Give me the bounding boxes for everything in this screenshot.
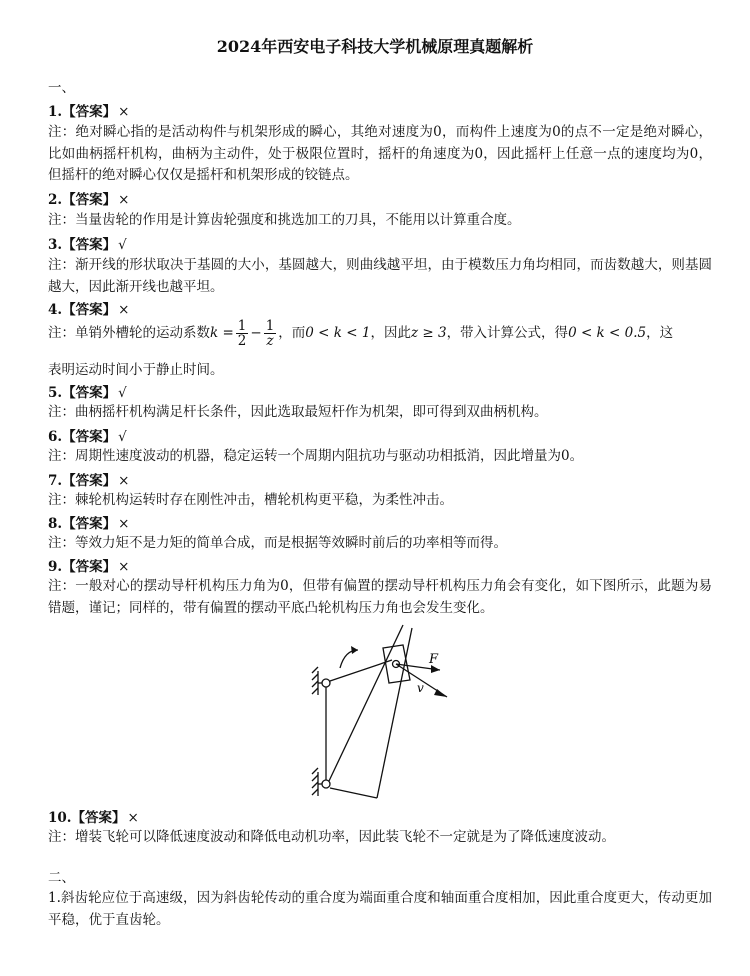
note-4-text-a: 注：单销外槽轮的运动系数 xyxy=(48,325,210,341)
answer-number: 7. xyxy=(48,473,63,489)
answer-number: 2. xyxy=(48,192,63,208)
answer-number: 9. xyxy=(48,559,63,575)
answer-label: 【答案】 xyxy=(62,429,117,445)
answer-mark: √ xyxy=(118,237,127,253)
answer-number: 5. xyxy=(48,385,63,401)
fraction-numerator: 1 xyxy=(237,318,247,334)
guide-bar-offset-line xyxy=(377,628,412,798)
answer-mark: × xyxy=(127,810,139,826)
answer-label: 【答案】 xyxy=(62,192,117,208)
note-3: 注：渐开线的形状取决于基圆的大小，基圆越大，则曲线越平坦，由于模数压力角均相同，而齿数越大，则基圆越大，因此渐开线也越平坦。 xyxy=(48,257,712,295)
answer-number: 6. xyxy=(48,429,63,445)
section-two-item-1: 1.斜齿轮应位于高速级，因为斜齿轮传动的重合度为端面重合度和轴面重合度相加，因此重合度更大，传动更加平稳，优于直齿轮。 xyxy=(48,890,712,928)
note-1: 注：绝对瞬心指的是活动构件与机架形成的瞬心，其绝对速度为0，而构件上速度为0的点不一定是绝对瞬心，比如曲柄摇杆机构，曲柄为主动件，处于极限位置时，摇杆的角速度为0，因此摇杆上任意一点的速度均为0，但摇杆的绝对瞬心仅仅是摇杆和机架形成的铰链点。 xyxy=(48,124,712,183)
page-title: 2024年西安电子科技大学机械原理真题解析 xyxy=(216,37,534,56)
answer-label: 【答案】 xyxy=(62,559,117,575)
hatch-line xyxy=(312,674,318,680)
answer-label: 【答案】 xyxy=(71,810,126,826)
answer-label: 【答案】 xyxy=(62,473,117,489)
answer-mark: × xyxy=(118,473,130,489)
velocity-label: v xyxy=(417,681,424,695)
condition-3: 0 < k < 0.5 xyxy=(568,325,647,341)
force-label: F xyxy=(429,652,439,667)
answer-label: 【答案】 xyxy=(62,385,117,401)
guide-bar xyxy=(329,625,403,781)
crank-link xyxy=(330,660,392,681)
answer-number: 10. xyxy=(48,810,72,826)
hatch-line xyxy=(312,667,318,673)
note-10: 注：增装飞轮可以降低速度波动和降低电动机功率，因此装飞轮不一定就是为了降低速度波动。 xyxy=(48,829,615,845)
answer-mark: × xyxy=(118,302,130,318)
answer-mark: × xyxy=(118,104,130,120)
answer-number: 1. xyxy=(48,104,63,120)
answer-number: 4. xyxy=(48,302,63,318)
note-4-text-e: ，这 xyxy=(646,325,674,341)
answer-mark: × xyxy=(118,192,130,208)
answer-mark: × xyxy=(118,559,130,575)
note-5: 注：曲柄摇杆机构满足杆长条件，因此选取最短杆作为机架，即可得到双曲柄机构。 xyxy=(48,404,548,420)
answer-label: 【答案】 xyxy=(62,302,117,318)
note-6: 注：周期性速度波动的机器，稳定运转一个周期内阻抗功与驱动功相抵消，因此增量为0。 xyxy=(48,448,584,464)
note-2: 注：当量齿轮的作用是计算齿轮强度和挑选加工的刀具，不能用以计算重合度。 xyxy=(48,212,521,228)
hatch-line xyxy=(312,688,318,694)
formula-k: k = xyxy=(210,325,234,341)
note-4-text-b: ，而 xyxy=(278,325,306,341)
answer-10 xyxy=(48,806,139,826)
upper-pivot xyxy=(322,679,330,687)
hatch-line xyxy=(312,681,318,687)
hatch-line xyxy=(312,789,318,795)
hatch-line xyxy=(312,768,318,774)
note-8: 注：等效力矩不是力矩的简单合成，而是根据等效瞬时前后的功率相等而得。 xyxy=(48,535,507,551)
note-4-text-c: ，因此 xyxy=(370,325,411,341)
section-one-heading: 一、 xyxy=(48,80,75,96)
answer-mark: × xyxy=(118,516,130,532)
note-4-text-d: ，带入计算公式，得 xyxy=(446,325,569,341)
answer-mark: √ xyxy=(118,429,127,445)
answer-mark: √ xyxy=(118,385,127,401)
answer-label: 【答案】 xyxy=(62,237,117,253)
hatch-line xyxy=(312,775,318,781)
note-7: 注：棘轮机构运转时存在刚性冲击，槽轮机构更平稳，为柔性冲击。 xyxy=(48,492,453,508)
hatch-line xyxy=(312,782,318,788)
fraction-denominator: z xyxy=(266,333,274,349)
section-two-heading: 二、 xyxy=(48,870,75,886)
condition-1: 0 < k < 1 xyxy=(305,325,371,341)
condition-2: z ≥ 3 xyxy=(410,325,447,341)
fraction-denominator: 2 xyxy=(237,333,247,349)
answer-number: 8. xyxy=(48,516,63,532)
fraction-numerator: 1 xyxy=(265,318,275,334)
answer-label: 【答案】 xyxy=(62,104,117,120)
rotation-arrowhead xyxy=(351,646,358,654)
note-9: 注：一般对心的摆动导杆机构压力角为0，但带有偏置的摆动导杆机构压力角会有变化，如下图所示，此题为易错题，谨记；同样的，带有偏置的摆动平底凸轮机构压力角也会发生变化。 xyxy=(48,578,712,616)
note-4-continued: 表明运动时间小于静止时间。 xyxy=(48,362,224,378)
rotation-arc xyxy=(340,650,358,668)
lower-pivot xyxy=(322,780,330,788)
answer-number: 3. xyxy=(48,237,63,253)
guide-bar-base xyxy=(330,788,377,798)
answer-label: 【答案】 xyxy=(62,516,117,532)
minus-sign: − xyxy=(250,325,262,341)
